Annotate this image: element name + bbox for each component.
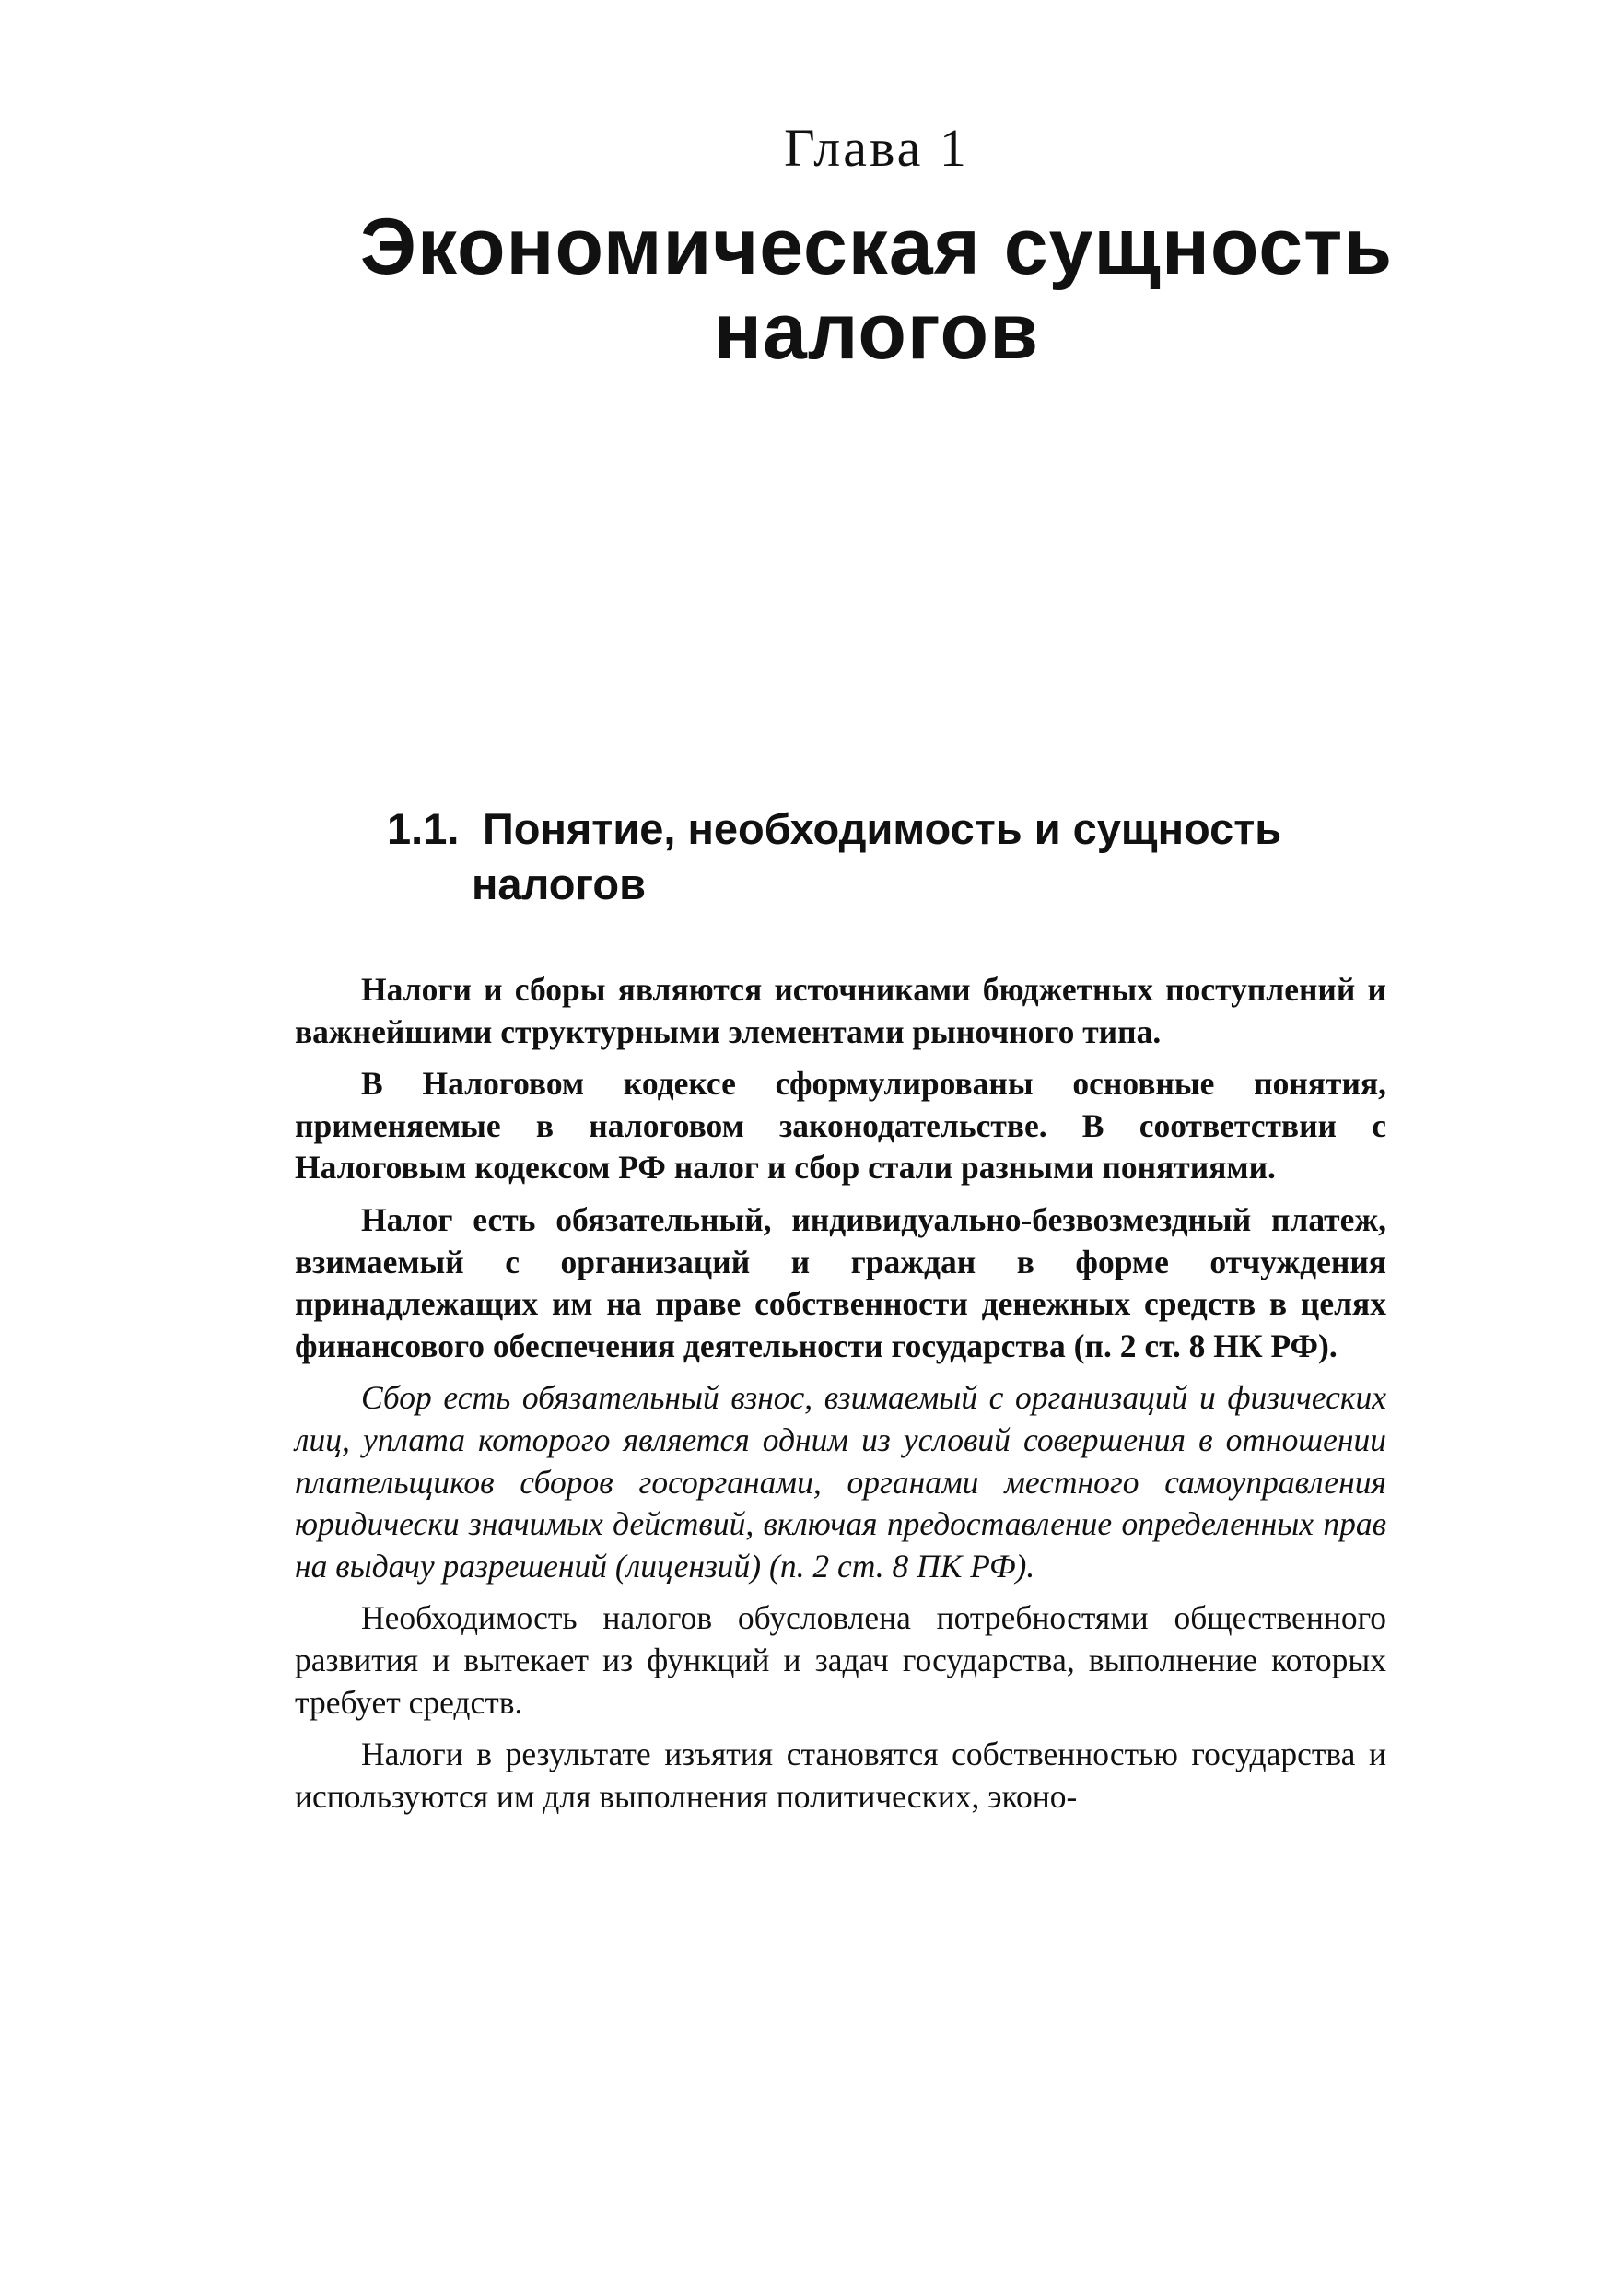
paragraph-fee-definition: Сбор есть обязательный взнос, взимаемый с организаций и физических лиц, уплата которого является одним из условий совершения в отношении плательщиков сборов госорганами, органами местного самоуправления юридически значимых действий, включая предоставление определенных прав на выдачу разрешений (лицензий) (п. 2 ст. 8 ПК РФ). [295, 1379, 1386, 1585]
paragraph-state-property: Налоги в результате изъятия становятся собственностью государства и используются им для выполнения политических, эконо- [295, 1736, 1386, 1815]
paragraph-tax-code: В Налоговом кодексе сформулированы основные понятия, применяемые в налоговом законодательстве. В соответствии с Налоговым кодексом РФ налог и сбор стали разными понятиями. [295, 1065, 1386, 1187]
chapter-title-line-2: налогов [714, 287, 1039, 376]
section-title-line-2: налогов [472, 860, 647, 908]
paragraph-taxes-sources: Налоги и сборы являются источниками бюджетных поступлений и важнейшими структурными элементами рыночного типа. [295, 971, 1386, 1050]
body-text [295, 969, 1386, 1828]
chapter-title-line-1: Экономическая сущность [359, 203, 1394, 291]
section-number: 1.1. [387, 804, 460, 853]
paragraph-tax-definition: Налог есть обязательный, индивидуально-безвозмездный платеж, взимаемый с организаций и граждан в форме отчуждения принадлежащих им на праве собственности денежных средств в целях финансового обеспечения деятельности государства (п. 2 ст. 8 НК РФ). [295, 1200, 1386, 1364]
section-title-line-1: Понятие, необходимость и сущность [483, 804, 1282, 853]
chapter-label: Глава 1 [784, 118, 969, 178]
paragraph-necessity: Необходимость налогов обусловлена потребностями общественного развития и вытекает из функций и задач государства, выполнение которых требует средств. [295, 1599, 1386, 1721]
section-heading [387, 801, 1400, 912]
chapter-title [0, 205, 1624, 374]
